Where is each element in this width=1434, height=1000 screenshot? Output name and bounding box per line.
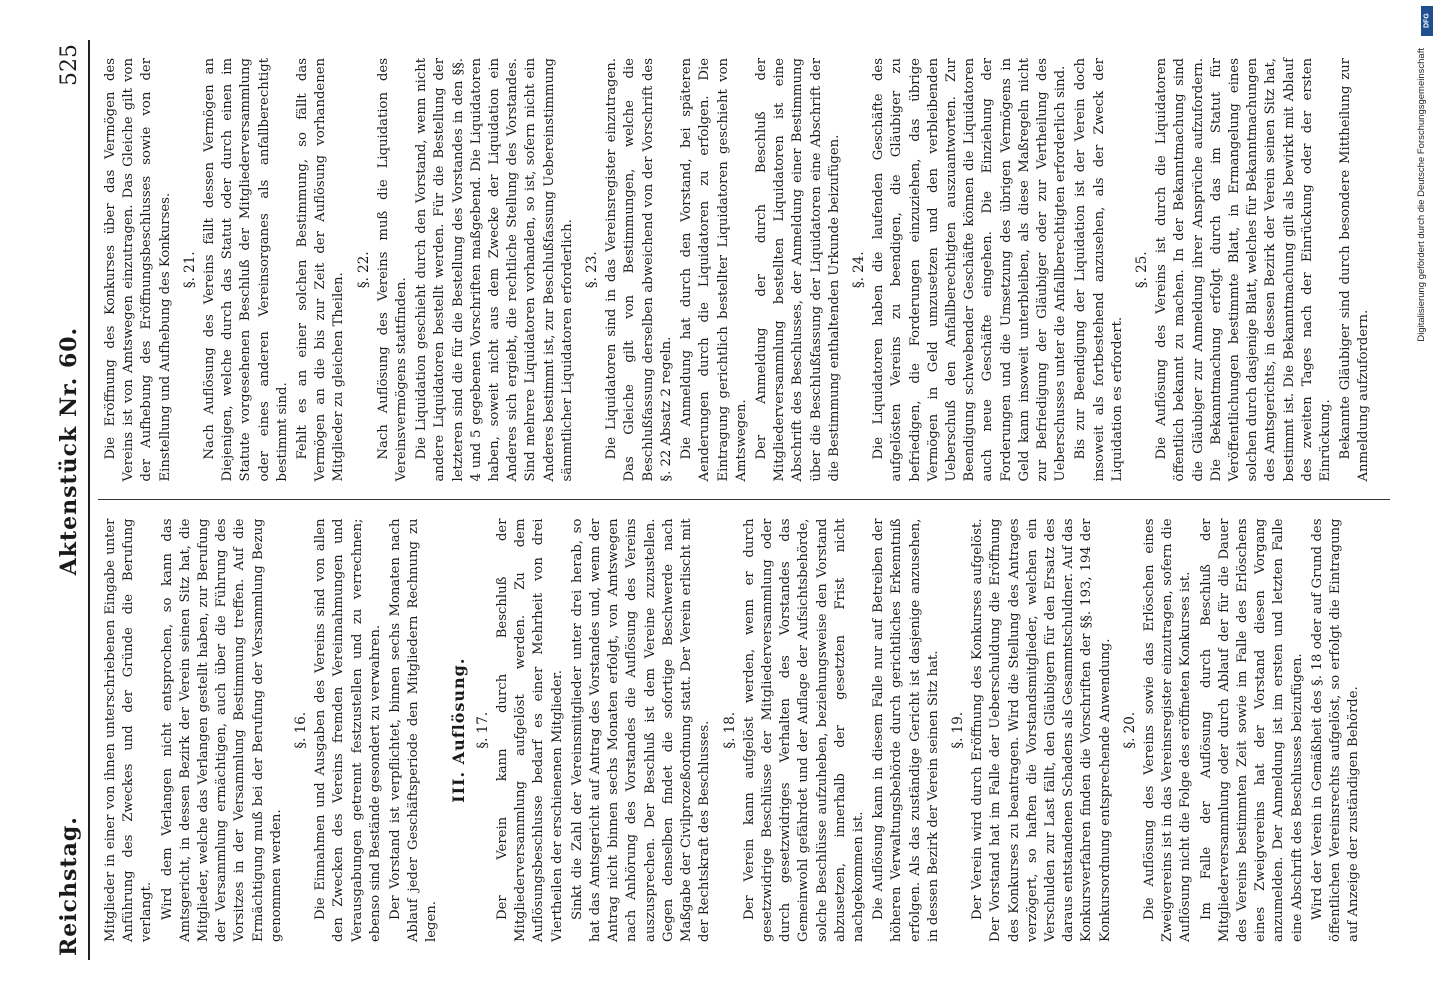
digitization-credit <box>1416 8 1430 368</box>
page-header <box>50 40 90 960</box>
section-heading-20: §. 20. <box>1121 711 1138 749</box>
paragraph: Fehlt es an einer solchen Bestimmung, so fällt das Vermögen an die bis zur Zeit der Auflösung vorhandenen Mitglieder zu gleichen Theilen. <box>295 58 347 482</box>
page-number: 525 <box>57 44 82 86</box>
section-heading-19: §. 19. <box>949 711 966 749</box>
paragraph: Die Liquidation geschieht durch den Vorstand, wenn nicht andere Liquidatoren bestellt werden. Für die Bestellung der letzteren sind die für die Bestellung des Vorstandes in den §§. 4 und 5 gegebenen Vorschriften maßgebend. Die Liquidatoren haben, soweit nicht aus dem Zwecke der Liquidation ein Anderes sich ergiebt, die rechtliche Stellung des Vorstandes. Sind mehrere Liquidatoren vorhanden, so ist, sofern nicht ein Anderes bestimmt ist, zur Beschlußfassung Uebereinstimmung sämmtlicher Liquidatoren erforderlich. <box>414 58 575 482</box>
section-heading-23: §. 23. <box>584 251 601 289</box>
right-column <box>98 40 1390 500</box>
text-columns <box>98 40 1390 960</box>
section-heading-24: §. 24. <box>850 251 867 289</box>
paragraph: Mitglieder in einer von ihnen unterschriebenen Eingabe unter Anführung des Zweckes und der Gründe die Berufung verlangt. <box>103 518 155 942</box>
credit-text: Digitalisierung gefördert durch die Deutsche Forschungsgemeinschaft <box>1416 48 1427 342</box>
paragraph: Die Eröffnung des Konkurses über das Vermögen des Vereins ist von Amtswegen einzutragen. Das Gleiche gilt von der Aufhebung des Eröffnungsbeschlusses sowie von der Einstellung und Aufhebung des Konkurses. <box>103 58 173 482</box>
paragraph: Wird der Verein in Gemäßheit des §. 18 oder auf Grund des öffentlichen Vereinsrechts aufgelöst, so erfolgt die Eintragung auf Anzeige der zuständigen Behörde. <box>1309 518 1362 942</box>
paragraph: Die Einnahmen und Ausgaben des Vereins sind von allen den Zwecken des Vereins fremden Vereinnahmungen und Verausgabungen getrennt festzustellen und zu verrechnen; ebenso sind Bestände gesondert zu verwahren. <box>313 518 383 942</box>
paragraph: Die Liquidatoren sind in das Vereinsregister einzutragen. Das Gleiche gilt von Bestimmungen, welche die Beschlußfassung derselben abweichend von der Vorschrift des §. 22 Absatz 2 regeln. <box>604 58 674 482</box>
paragraph: Nach Auflösung des Vereins muß die Liquidation des Vereinsvermögens stattfinden. <box>375 58 410 482</box>
paragraph: Bekannte Gläubiger sind durch besondere Mittheilung zur Anmeldung aufzufordern. <box>1338 58 1372 482</box>
left-column <box>98 500 1390 961</box>
document-page <box>50 40 1390 960</box>
paragraph: Die Auflösung kann in diesem Falle nur auf Betreiben der höheren Verwaltungsbehörde durch gerichtliches Erkenntniß erfolgen. Als das zuständige Gericht ist dasjenige anzusehen, in dessen Bezirk der Verein seinen Sitz hat. <box>871 518 941 942</box>
dfg-logo-icon: DFG <box>1421 6 1433 36</box>
section-heading-18: §. 18. <box>721 711 738 749</box>
paragraph: Nach Auflösung des Vereins fällt dessen Vermögen an Diejenigen, welche durch das Statut oder durch einen im Statute vorgesehenen Beschluß der Mitgliederversammlung oder eines anderen Vereinsorganes als anfallberechtigt bestimmt sind. <box>202 58 290 482</box>
paragraph: Sinkt die Zahl der Vereinsmitglieder unter drei herab, so hat das Amtsgericht auf Antrag des Vorstandes und, wenn der Antrag nicht binnen sechs Monaten erfolgt, von Amtswegen nach Anhörung des Vorstandes die Auflösung des Vereins auszusprechen. Der Beschluß ist dem Vereine zuzustellen. Gegen denselben findet die sofortige Beschwerde nach Maßgabe der Civilprozeßordnung statt. Der Verein erlischt mit der Rechtskraft des Beschlusses. <box>569 518 713 942</box>
section-heading-17: §. 17. <box>474 711 491 749</box>
section-heading-21: §. 21. <box>181 251 198 289</box>
paragraph: Bis zur Beendigung der Liquidation ist der Verein doch insoweit als fortbestehend anzusehen, als der Zweck der Liquidation es erfordert. <box>1073 58 1125 482</box>
section-heading-25: §. 25. <box>1133 251 1150 289</box>
paragraph: Der Vorstand ist verpflichtet, binnen sechs Monaten nach Ablauf jeder Geschäftsperiode den Mitgliedern Rechnung zu legen. <box>388 518 440 942</box>
paragraph: Im Falle der Auflösung durch Beschluß der Mitgliederversammlung oder durch Ablauf der für die Dauer des Vereins bestimmten Zeit sowie im Falle des Erlöschens eines Zweigvereins hat der Vorstand diesen Vorgang anzumelden. Der Anmeldung ist im ersten und letzten Falle eine Abschrift des Beschlusses beizufügen. <box>1198 518 1305 942</box>
paragraph: Der Verein wird durch Eröffnung des Konkurses aufgelöst. Der Vorstand hat im Falle der Ueberschuldung die Eröffnung des Konkurses zu beantragen. Wird die Stellung des Antrages verzögert, so haften die Vorstandsmitglieder, welchen ein Verschulden zur Last fällt, den Gläubigern für den Ersatz des daraus entstandenen Schadens als Gesammtschuldner. Auf das Konkursverfahren finden die Vorschriften der §§. 193, 194 der Konkursordnung entsprechende Anwendung. <box>970 518 1113 942</box>
paragraph: Wird dem Verlangen nicht entsprochen, so kann das Amtsgericht, in dessen Bezirk der Verein seinen Sitz hat, die Mitglieder, welche das Verlangen gestellt haben, zur Berufung der Versammlung ermächtigen, auch über die Führung des Vorsitzes in der Versammlung Bestimmung treffen. Auf die Ermächtigung muß bei der Berufung der Versammlung Bezug genommen werden. <box>159 518 284 942</box>
chapter-heading: III. Auflösung. <box>448 657 468 803</box>
paragraph: Die Auflösung des Vereins ist durch die Liquidatoren öffentlich bekannt zu machen. In der Bekanntmachung sind die Gläubiger zur Anmeldung ihrer Ansprüche aufzufordern. Die Bekanntmachung erfolgt durch das im Statut für Veröffentlichungen bestimmte Blatt, in Ermangelung eines solchen durch dasjenige Blatt, welches für Bekanntmachungen des Amtsgerichts, in dessen Bezirk der Verein seinen Sitz hat, bestimmt ist. Die Bekanntmachung gilt als bewirkt mit Ablauf des zweiten Tages nach der Einrückung oder der ersten Einrückung. <box>1154 58 1333 482</box>
header-left: Reichstag. <box>56 816 82 956</box>
paragraph: Der Verein kann aufgelöst werden, wenn er durch gesetzwidrige Beschlüsse der Mitgliederversammlung oder durch gesetzwidriges Verhalten des Vorstandes das Gemeinwohl gefährdet und der Auflage der Aufsichtsbehörde, solche Beschlüsse aufzuheben, beziehungsweise den Vorstand abzusetzen, innerhalb der gesetzten Frist nicht nachgekommen ist. <box>741 518 866 942</box>
header-center: Aktenstück Nr. 60. <box>56 326 82 576</box>
section-heading-22: §. 22. <box>355 251 372 289</box>
paragraph: Der Anmeldung der durch Beschluß der Mitgliederversammlung bestellten Liquidatoren ist eine Abschrift des Beschlusses, der Anmeldung einer Bestimmung über die Beschlußfassung der Liquidatoren eine Abschrift der die Bestimmung enthaltenden Urkunde beizufügen. <box>753 58 842 482</box>
paragraph: Die Auflösung des Vereins sowie das Erlöschen eines Zweigvereins ist in das Vereinsregister einzutragen, sofern die Auflösung nicht die Folge des eröffneten Konkurses ist. <box>1141 518 1194 942</box>
paragraph: Die Liquidatoren haben die laufenden Geschäfte des aufgelösten Vereins zu beendigen, die Gläubiger zu befriedigen, die Forderungen einzuziehen, das übrige Vermögen in Geld umzusetzen und den verbleibenden Ueberschuß den Anfallberechtigten auszuantworten. Zur Beendigung schwebender Geschäfte können die Liquidatoren auch neue Geschäfte eingehen. Die Einziehung der Forderungen und die Umsetzung des übrigen Vermögens in Geld kann insoweit unterbleiben, als diese Maßregeln nicht zur Befriedigung der Gläubiger oder zur Vertheilung des Ueberschusses unter die Anfallberechtigten erforderlich sind. <box>871 58 1069 482</box>
section-heading-16: §. 16. <box>293 711 310 749</box>
paragraph: Der Verein kann durch Beschluß der Mitgliederversammlung aufgelöst werden. Zu dem Auflösungsbeschlusse bedarf es einer Mehrheit von drei Viertheilen der erschienenen Mitglieder. <box>495 518 565 942</box>
paragraph: Die Anmeldung hat durch den Vorstand, bei späteren Aenderungen durch die Liquidatoren zu erfolgen. Die Eintragung gerichtlich bestellter Liquidatoren geschieht von Amtswegen. <box>679 58 749 482</box>
